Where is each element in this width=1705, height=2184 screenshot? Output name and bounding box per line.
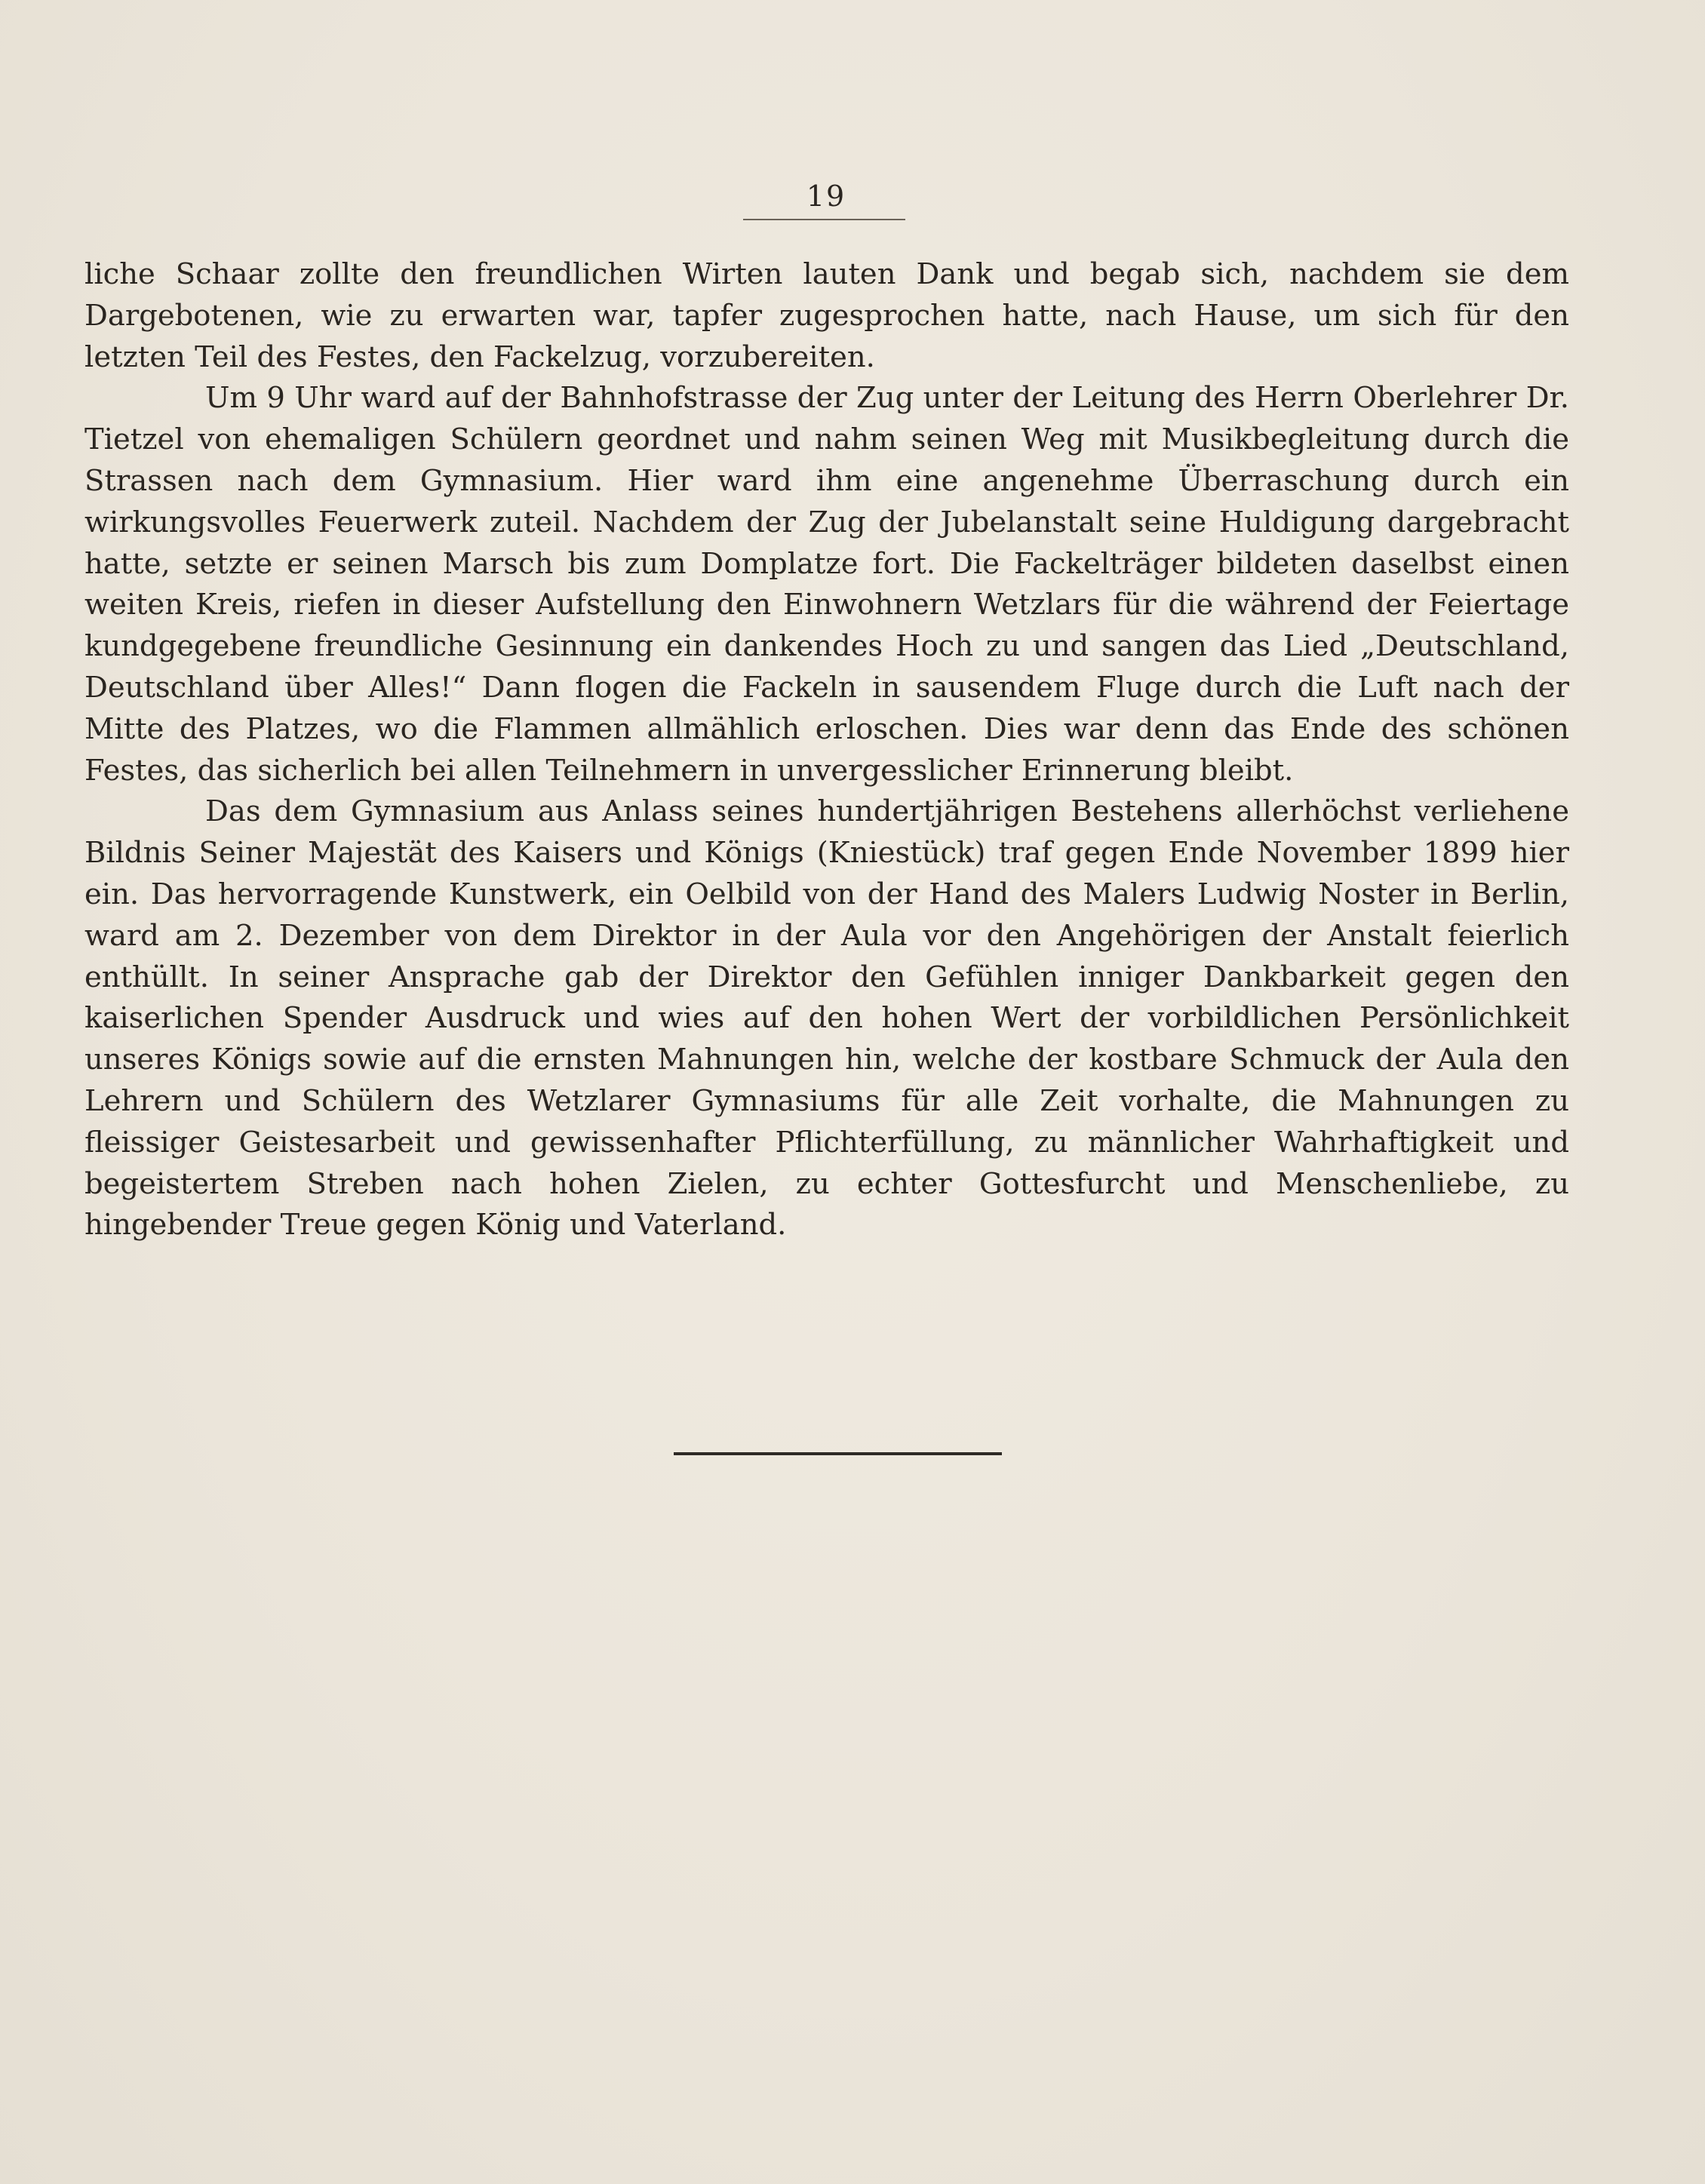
paragraph-torchlight-procession: Um 9 Uhr ward auf der Bahnhofstrasse der Zug unter der Leitung des Herrn Oberlehrer Dr. Tietzel von ehemaligen Schülern geordnet und nahm seinen Weg mit Musikbegleitung durch die Strassen nach dem Gymnasium. Hier ward ihm eine angenehme Überraschung durch ein wirkungsvolles Feuerwerk zuteil. Nachdem der Zug der Jubelanstalt seine Huldigung dargebracht hatte, setzte er seinen Marsch bis zum Domplatze fort. Die Fackelträger bildeten daselbst einen weiten Kreis, riefen in dieser Aufstellung den Einwohnern Wetzlars für die während der Feiertage kundgegebene freundliche Gesinnung ein dankendes Hoch zu und sangen das Lied „Deutschland, Deutschland über Alles!“ Dann flogen die Fackeln in sausendem Fluge durch die Luft nach der Mitte des Platzes, wo die Flammen allmählich erloschen. Dies war denn das Ende des schönen Festes, das sicherlich bei allen Teilnehmern in unvergesslicher Erinnerung bleibt.: [84, 381, 1569, 788]
section-end-rule: [674, 1452, 1002, 1455]
paragraph-continuation: liche Schaar zollte den freundlichen Wirten lauten Dank und begab sich, nachdem sie dem Dargebotenen, wie zu erwarten war, tapfer zugesprochen hatte, nach Hause, um sich für den letzten Teil des Festes, den Fackelzug, vorzubereiten.: [84, 257, 1569, 374]
paragraph-portrait-unveiling: Das dem Gymnasium aus Anlass seines hundertjährigen Bestehens allerhöchst verliehene Bildnis Seiner Majestät des Kaisers und Königs (Kniestück) traf gegen Ende November 1899 hier ein. Das hervorragende Kunstwerk, ein Oelbild von der Hand des Malers Ludwig Noster in Berlin, ward am 2. Dezember von dem Direktor in der Aula vor den Angehörigen der Anstalt feierlich enthüllt. In seiner Ansprache gab der Direktor den Gefühlen inniger Dankbarkeit gegen den kaiserlichen Spender Ausdruck und wies auf den hohen Wert der vorbildlichen Persönlichkeit unseres Königs sowie auf die ernsten Mahnungen hin, welche der kostbare Schmuck der Aula den Lehrern und Schülern des Wetzlarer Gymnasiums für alle Zeit vorhalte, die Mahnungen zu fleissiger Geistesarbeit und gewissenhafter Pflichterfüllung, zu männlicher Wahrhaftigkeit und begeistertem Streben nach hohen Zielen, zu echter Gottesfurcht und Menschenliebe, zu hingebender Treue gegen König und Vaterland.: [84, 794, 1569, 1243]
header-rule: [743, 219, 905, 220]
body-text: [84, 254, 1569, 1246]
page-number: 19: [806, 180, 846, 213]
